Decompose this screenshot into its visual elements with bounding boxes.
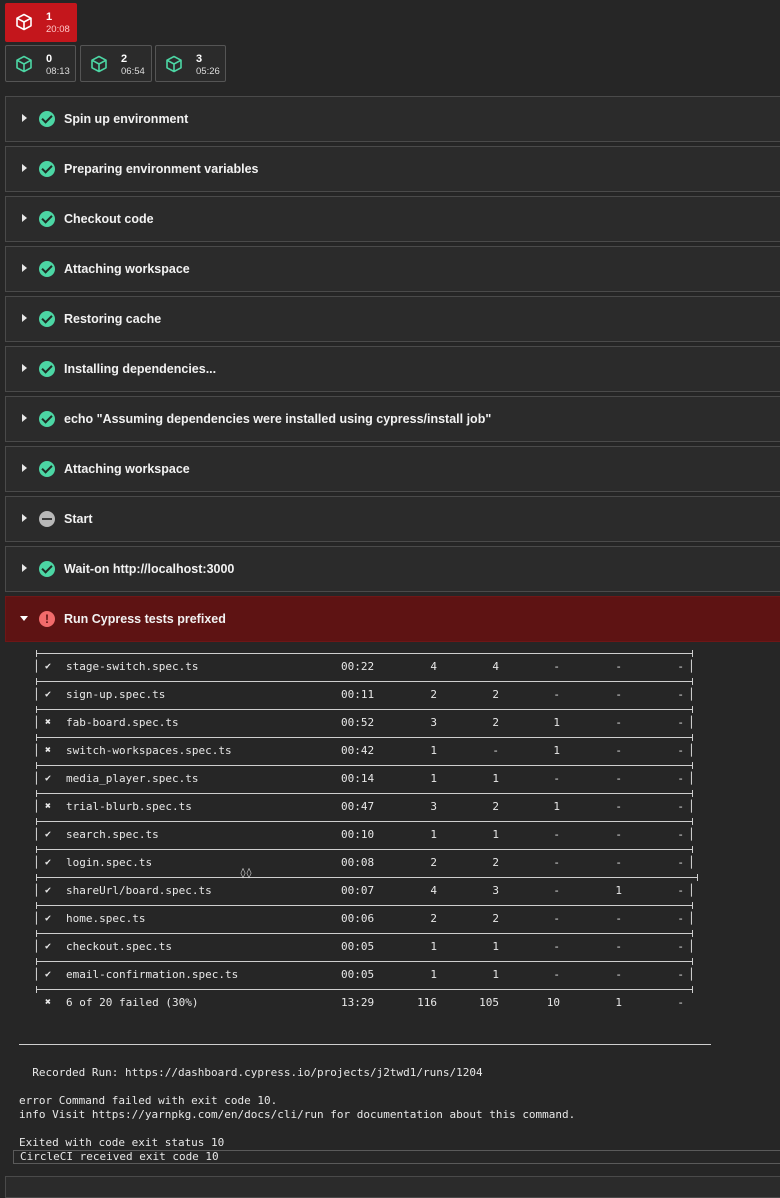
- summary-failing: 10: [546, 996, 560, 1009]
- spec-row: [5, 799, 780, 815]
- run-duration: 06:54: [121, 66, 145, 77]
- run-number: 1: [46, 11, 53, 23]
- caret-right-icon[interactable]: [22, 264, 27, 272]
- spec-pending: -: [615, 940, 622, 953]
- spec-failing: -: [553, 688, 560, 701]
- spec-duration: 00:11: [341, 688, 375, 701]
- caret-down-icon[interactable]: [20, 616, 28, 621]
- pass-check-icon: ✔: [45, 885, 52, 896]
- spec-duration: 00:42: [341, 744, 375, 757]
- table-border: │: [688, 884, 695, 897]
- table-border: │: [33, 828, 40, 841]
- spec-failing: -: [553, 884, 560, 897]
- recorded-run-line: Recorded Run: https://dashboard.cypress.io/projects/j2twd1/runs/1204: [19, 1066, 483, 1079]
- spec-duration: 00:14: [341, 772, 375, 785]
- spec-tests: 2: [430, 912, 437, 925]
- spec-pending: -: [615, 968, 622, 981]
- step-row[interactable]: [5, 596, 780, 642]
- check-circle-icon: [39, 361, 55, 377]
- spec-passing: 1: [492, 968, 499, 981]
- cube-icon: [15, 13, 33, 31]
- step-row[interactable]: [5, 96, 780, 142]
- spec-spec: checkout.spec.ts: [66, 940, 172, 953]
- spec-duration: 00:08: [341, 856, 375, 869]
- spec-pending: -: [615, 856, 622, 869]
- spec-passing: -: [492, 744, 499, 757]
- spec-skipped: -: [677, 744, 684, 757]
- step-label: Run Cypress tests prefixed: [64, 612, 226, 626]
- table-border: │: [688, 800, 695, 813]
- step-label: Restoring cache: [64, 312, 162, 326]
- spec-passing: 1: [492, 828, 499, 841]
- caret-right-icon[interactable]: [22, 464, 27, 472]
- run-duration: 05:26: [196, 66, 220, 77]
- summary-pending: 1: [615, 996, 622, 1009]
- spec-duration: 00:52: [341, 716, 375, 729]
- spec-passing: 2: [492, 688, 499, 701]
- fail-x-icon: ✖: [45, 997, 52, 1008]
- run-duration: 08:13: [46, 66, 70, 77]
- spec-failing: 1: [553, 800, 560, 813]
- table-border: [36, 793, 693, 794]
- spec-tests: 2: [430, 856, 437, 869]
- spec-tests: 1: [430, 744, 437, 757]
- spec-skipped: -: [677, 940, 684, 953]
- table-border: │: [33, 772, 40, 785]
- table-border: │: [33, 856, 40, 869]
- pass-check-icon: ✔: [45, 773, 52, 784]
- spec-tests: 3: [430, 800, 437, 813]
- step-label: Preparing environment variables: [64, 162, 259, 176]
- spec-skipped: -: [677, 968, 684, 981]
- check-circle-icon: [39, 161, 55, 177]
- step-label: Attaching workspace: [64, 462, 190, 476]
- spec-duration: 00:10: [341, 828, 375, 841]
- spec-tests: 1: [430, 828, 437, 841]
- spec-row: [5, 771, 780, 787]
- summary-passing: 105: [479, 996, 499, 1009]
- pass-check-icon: ✔: [45, 689, 52, 700]
- divider: [19, 1044, 711, 1045]
- spec-passing: 2: [492, 800, 499, 813]
- info-line: info Visit https://yarnpkg.com/en/docs/cli/run for documentation about this command.: [19, 1108, 576, 1121]
- spec-spec: search.spec.ts: [66, 828, 159, 841]
- table-border: │: [33, 912, 40, 925]
- spec-tests: 1: [430, 968, 437, 981]
- spec-row: [5, 743, 780, 759]
- next-step[interactable]: [5, 1176, 780, 1198]
- spec-pending: -: [615, 800, 622, 813]
- table-border: │: [688, 940, 695, 953]
- spec-skipped: -: [677, 828, 684, 841]
- step-row[interactable]: [5, 496, 780, 542]
- run-duration: 20:08: [46, 24, 70, 35]
- fail-x-icon: ✖: [45, 717, 52, 728]
- summary-row: [5, 995, 780, 1011]
- spec-row: [5, 967, 780, 983]
- spec-tests: 1: [430, 772, 437, 785]
- table-border: [36, 933, 693, 934]
- step-label: Checkout code: [64, 212, 154, 226]
- check-circle-icon: [39, 461, 55, 477]
- spec-skipped: -: [677, 688, 684, 701]
- spec-skipped: -: [677, 912, 684, 925]
- caret-right-icon[interactable]: [22, 114, 27, 122]
- table-border: │: [33, 688, 40, 701]
- summary-duration: 13:29: [341, 996, 375, 1009]
- summary-tests: 116: [417, 996, 437, 1009]
- run-number: 2: [121, 53, 128, 65]
- caret-right-icon[interactable]: [22, 314, 27, 322]
- spec-skipped: -: [677, 772, 684, 785]
- table-border: [36, 989, 693, 990]
- cube-icon: [90, 55, 108, 73]
- table-border: │: [688, 828, 695, 841]
- table-border: │: [688, 716, 695, 729]
- spec-row: [5, 659, 780, 675]
- table-border: │: [33, 968, 40, 981]
- spec-skipped: -: [677, 716, 684, 729]
- spec-spec: trial-blurb.spec.ts: [66, 800, 192, 813]
- spec-failing: -: [553, 828, 560, 841]
- spec-tests: 3: [430, 716, 437, 729]
- step-label: Installing dependencies...: [64, 362, 217, 376]
- table-border: │: [688, 856, 695, 869]
- spec-failing: -: [553, 772, 560, 785]
- table-border: [36, 961, 693, 962]
- check-circle-icon: [39, 211, 55, 227]
- spec-passing: 4: [492, 660, 499, 673]
- step-row[interactable]: [5, 446, 780, 492]
- table-border: │: [33, 660, 40, 673]
- spec-tests: 4: [430, 660, 437, 673]
- caret-right-icon[interactable]: [22, 364, 27, 372]
- step-row[interactable]: [5, 396, 780, 442]
- spec-row: [5, 827, 780, 843]
- caret-right-icon[interactable]: [22, 214, 27, 222]
- spec-passing: 2: [492, 856, 499, 869]
- spec-spec: stage-switch.spec.ts: [66, 660, 199, 673]
- spec-duration: 00:22: [341, 660, 375, 673]
- step-label: Spin up environment: [64, 112, 189, 126]
- step-row[interactable]: [5, 146, 780, 192]
- step-label: Start: [64, 512, 93, 526]
- table-border: │: [33, 940, 40, 953]
- spec-skipped: -: [677, 660, 684, 673]
- spec-duration: 00:47: [341, 800, 375, 813]
- spec-pending: -: [615, 772, 622, 785]
- exited-line: Exited with code exit status 10: [19, 1136, 225, 1149]
- check-circle-icon: [39, 411, 55, 427]
- table-border: │: [688, 744, 695, 757]
- cube-icon: [165, 55, 183, 73]
- spec-row: [5, 883, 780, 899]
- cursor-icon: ◊◊: [240, 868, 253, 879]
- spec-row: [5, 911, 780, 927]
- spec-duration: 00:05: [341, 940, 375, 953]
- spec-tests: 4: [430, 884, 437, 897]
- spec-skipped: -: [677, 856, 684, 869]
- run-tab-1[interactable]: [5, 3, 77, 42]
- alert-circle-icon: [39, 611, 55, 627]
- pass-check-icon: ✔: [45, 661, 52, 672]
- spec-spec: home.spec.ts: [66, 912, 146, 925]
- minus-circle-icon: [39, 511, 55, 527]
- spec-passing: 1: [492, 772, 499, 785]
- run-number: 3: [196, 53, 203, 65]
- table-border: [36, 737, 693, 738]
- spec-failing: -: [553, 856, 560, 869]
- spec-row: [5, 855, 780, 871]
- spec-skipped: -: [677, 884, 684, 897]
- caret-right-icon[interactable]: [22, 564, 27, 572]
- step-row[interactable]: [5, 246, 780, 292]
- spec-pending: -: [615, 828, 622, 841]
- spec-spec: login.spec.ts: [66, 856, 153, 869]
- step-output: [5, 642, 780, 1172]
- spec-failing: -: [553, 968, 560, 981]
- step-label: Wait-on http://localhost:3000: [64, 562, 235, 576]
- step-row[interactable]: [5, 196, 780, 242]
- summary-skipped: -: [677, 996, 684, 1009]
- spec-pending: -: [615, 912, 622, 925]
- spec-passing: 2: [492, 912, 499, 925]
- pass-check-icon: ✔: [45, 913, 52, 924]
- table-border: [36, 709, 693, 710]
- spec-failing: 1: [553, 744, 560, 757]
- summary-spec: 6 of 20 failed (30%): [66, 996, 199, 1009]
- spec-pending: -: [615, 744, 622, 757]
- pass-check-icon: ✔: [45, 857, 52, 868]
- spec-duration: 00:05: [341, 968, 375, 981]
- table-border: [36, 681, 693, 682]
- table-border: [36, 849, 693, 850]
- step-row[interactable]: [5, 346, 780, 392]
- table-border: │: [688, 968, 695, 981]
- caret-right-icon[interactable]: [22, 514, 27, 522]
- spec-row: [5, 939, 780, 955]
- spec-spec: sign-up.spec.ts: [66, 688, 166, 701]
- spec-skipped: -: [677, 800, 684, 813]
- spec-pending: 1: [615, 884, 622, 897]
- fail-x-icon: ✖: [45, 745, 52, 756]
- spec-failing: -: [553, 660, 560, 673]
- table-border: [36, 905, 693, 906]
- spec-row: [5, 687, 780, 703]
- spec-spec: fab-board.spec.ts: [66, 716, 179, 729]
- table-border: [36, 653, 693, 654]
- step-label: Attaching workspace: [64, 262, 190, 276]
- pass-check-icon: ✔: [45, 829, 52, 840]
- check-circle-icon: [39, 561, 55, 577]
- spec-pending: -: [615, 660, 622, 673]
- table-border: │: [688, 660, 695, 673]
- spec-spec: email-confirmation.spec.ts: [66, 968, 239, 981]
- table-border: │: [33, 744, 40, 757]
- check-circle-icon: [39, 311, 55, 327]
- spec-duration: 00:07: [341, 884, 375, 897]
- spec-passing: 2: [492, 716, 499, 729]
- table-border: [36, 821, 693, 822]
- run-number: 0: [46, 53, 53, 65]
- run-tab-2[interactable]: [80, 45, 152, 82]
- spec-failing: 1: [553, 716, 560, 729]
- spec-duration: 00:06: [341, 912, 375, 925]
- pass-check-icon: ✔: [45, 969, 52, 980]
- spec-spec: shareUrl/board.spec.ts: [66, 884, 212, 897]
- spec-pending: -: [615, 716, 622, 729]
- cube-icon: [15, 55, 33, 73]
- spec-spec: switch-workspaces.spec.ts: [66, 744, 232, 757]
- step-row[interactable]: [5, 546, 780, 592]
- caret-right-icon[interactable]: [22, 414, 27, 422]
- check-circle-icon: [39, 261, 55, 277]
- spec-pending: -: [615, 688, 622, 701]
- table-border: [36, 877, 698, 878]
- table-border: │: [33, 716, 40, 729]
- spec-spec: media_player.spec.ts: [66, 772, 199, 785]
- table-border: [36, 765, 693, 766]
- spec-passing: 3: [492, 884, 499, 897]
- run-tab-0[interactable]: [5, 45, 76, 82]
- pass-check-icon: ✔: [45, 941, 52, 952]
- table-border: │: [688, 912, 695, 925]
- step-label: echo "Assuming dependencies were installed using cypress/install job": [64, 412, 492, 426]
- error-line: error Command failed with exit code 10.: [19, 1094, 278, 1107]
- fail-x-icon: ✖: [45, 801, 52, 812]
- table-border: │: [688, 688, 695, 701]
- run-tab-3[interactable]: [155, 45, 226, 82]
- circleci-exit-banner: CircleCI received exit code 10: [13, 1150, 780, 1164]
- spec-failing: -: [553, 912, 560, 925]
- spec-failing: -: [553, 940, 560, 953]
- caret-right-icon[interactable]: [22, 164, 27, 172]
- spec-tests: 1: [430, 940, 437, 953]
- step-row[interactable]: [5, 296, 780, 342]
- spec-passing: 1: [492, 940, 499, 953]
- check-circle-icon: [39, 111, 55, 127]
- table-border: │: [33, 800, 40, 813]
- table-border: │: [33, 884, 40, 897]
- spec-row: [5, 715, 780, 731]
- table-border: │: [688, 772, 695, 785]
- spec-tests: 2: [430, 688, 437, 701]
